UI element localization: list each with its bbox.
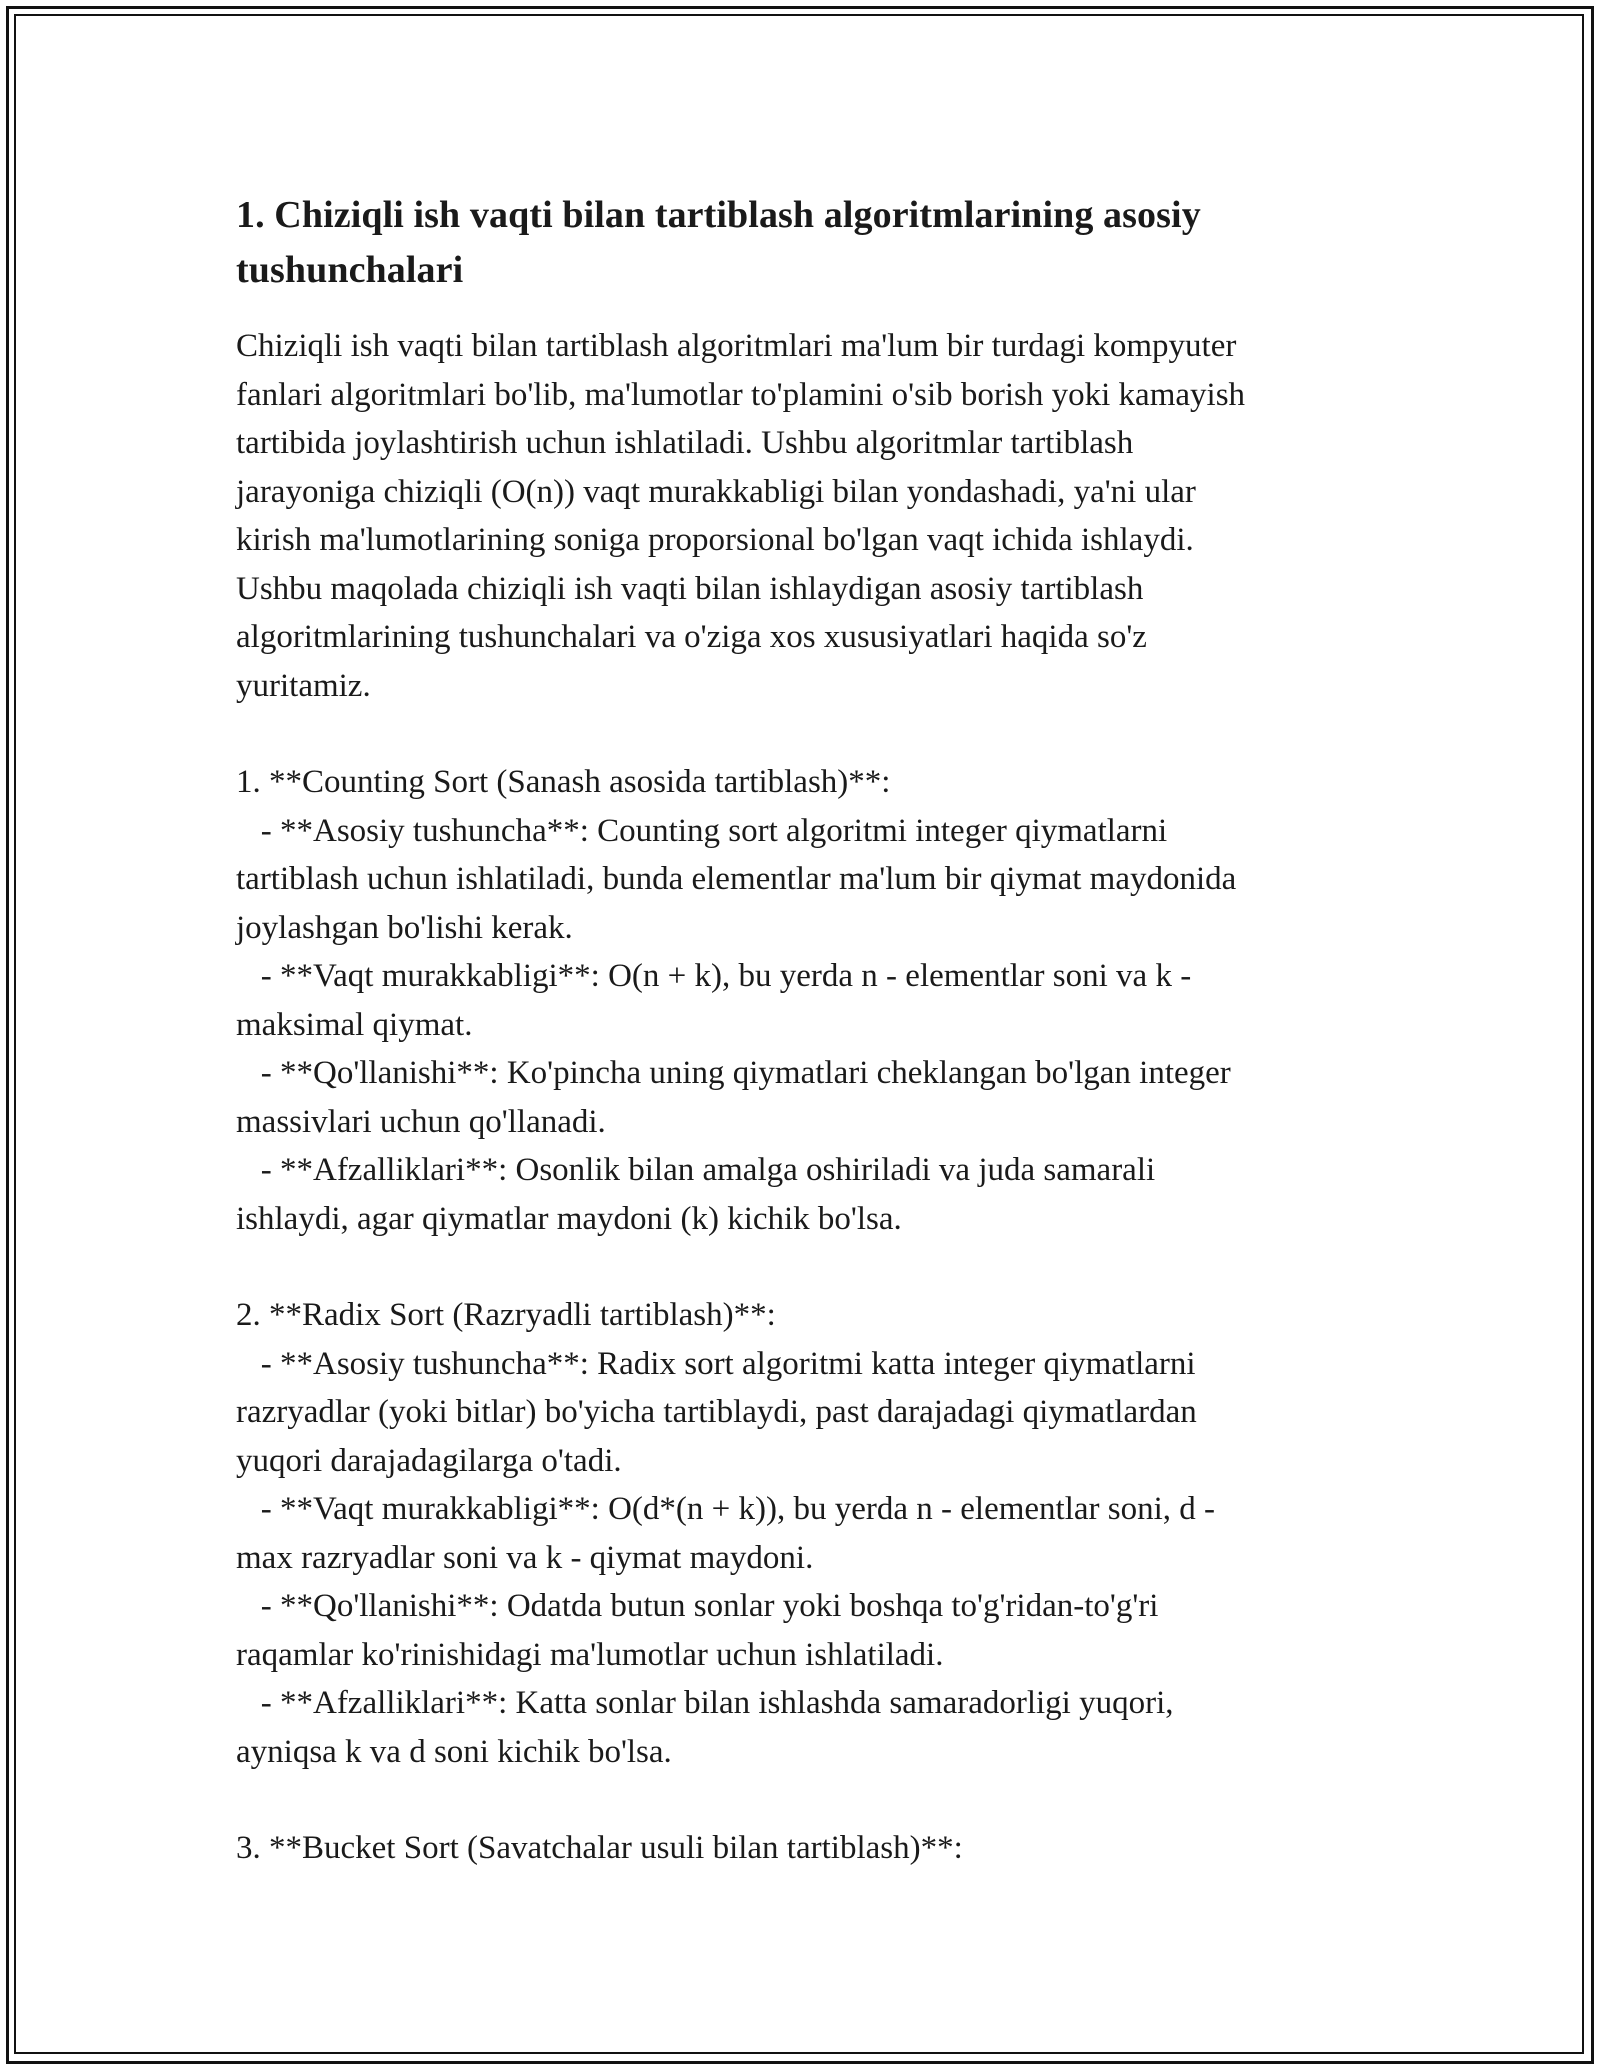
section-heading: 1. Chiziqli ish vaqti bilan tartiblash algoritmlarining asosiy tushunchalari (236, 194, 1201, 291)
radix-sort-section (236, 1291, 1386, 1776)
list-line: 2. **Radix Sort (Razryadli tartiblash)**: (236, 1297, 776, 1333)
list-line: - **Asosiy tushuncha**: Counting sort algoritmi integer qiymatlarni (236, 812, 1168, 849)
intro-line: Ushbu maqolada chiziqli ish vaqti bilan ishlaydigan asosiy tartiblash (236, 570, 1144, 607)
list-line: - **Vaqt murakkabligi**: O(d*(n + k)), bu yerda n - elementlar soni, d - (236, 1491, 1216, 1527)
bucket-sort-section (236, 1824, 1386, 1873)
intro-line: algoritmlarining tushunchalari va o'ziga xos xususiyatlari haqida so'z (236, 619, 1147, 655)
list-line: - **Vaqt murakkabligi**: O(n + k), bu yerda n - elementlar soni va k - (236, 958, 1192, 994)
intro-line: kirish ma'lumotlarining soniga proporsional bo'lgan vaqt ichida ishlaydi. (236, 522, 1194, 558)
intro-line: yuritamiz. (236, 667, 371, 704)
list-line: ishlaydi, agar qiymatlar maydoni (k) kichik bo'lsa. (236, 1200, 902, 1237)
list-line: maksimal qiymat. (236, 1006, 473, 1043)
list-line: joylashgan bo'lishi kerak. (236, 909, 573, 946)
list-line: - **Afzalliklari**: Katta sonlar bilan ishlashda samaradorligi yuqori, (236, 1685, 1174, 1721)
counting-sort-section (236, 758, 1386, 1243)
intro-line: fanlari algoritmlari bo'lib, ma'lumotlar to'plamini o'sib borish yoki kamayish (236, 376, 1246, 413)
list-line: 1. **Counting Sort (Sanash asosida tartiblash)**: (236, 764, 891, 800)
list-line: - **Afzalliklari**: Osonlik bilan amalga oshiriladi va juda samarali (236, 1152, 1156, 1188)
intro-paragraph (236, 322, 1386, 710)
list-line: razryadlar (yoki bitlar) bo'yicha tartiblaydi, past darajadagi qiymatlardan (236, 1394, 1197, 1430)
intro-line: Chiziqli ish vaqti bilan tartiblash algoritmlari ma'lum bir turdagi kompyuter (236, 328, 1237, 364)
intro-line: tartibida joylashtirish uchun ishlatiladi. Ushbu algoritmlar tartiblash (236, 425, 1134, 461)
list-line: yuqori darajadagilarga o'tadi. (236, 1442, 622, 1479)
intro-line: jarayoniga chiziqli (O(n)) vaqt murakkabligi bilan yondashadi, ya'ni ular (236, 473, 1196, 510)
list-line: - **Qo'llanishi**: Odatda butun sonlar yoki boshqa to'g'ridan-to'g'ri (236, 1588, 1159, 1624)
list-line: tartiblash uchun ishlatiladi, bunda elementlar ma'lum bir qiymat maydonida (236, 861, 1237, 897)
list-line: raqamlar ko'rinishidagi ma'lumotlar uchun ishlatiladi. (236, 1636, 944, 1673)
list-line: massivlari uchun qo'llanadi. (236, 1103, 606, 1140)
list-line: 3. **Bucket Sort (Savatchalar usuli bilan tartiblash)**: (236, 1830, 963, 1866)
list-line: - **Asosiy tushuncha**: Radix sort algoritmi katta integer qiymatlarni (236, 1345, 1196, 1382)
list-line: - **Qo'llanishi**: Ko'pincha uning qiymatlari cheklangan bo'lgan integer (236, 1055, 1231, 1091)
list-line: ayniqsa k va d soni kichik bo'lsa. (236, 1733, 672, 1770)
list-line: max razryadlar soni va k - qiymat maydoni. (236, 1539, 814, 1576)
document-body (236, 188, 1386, 1873)
